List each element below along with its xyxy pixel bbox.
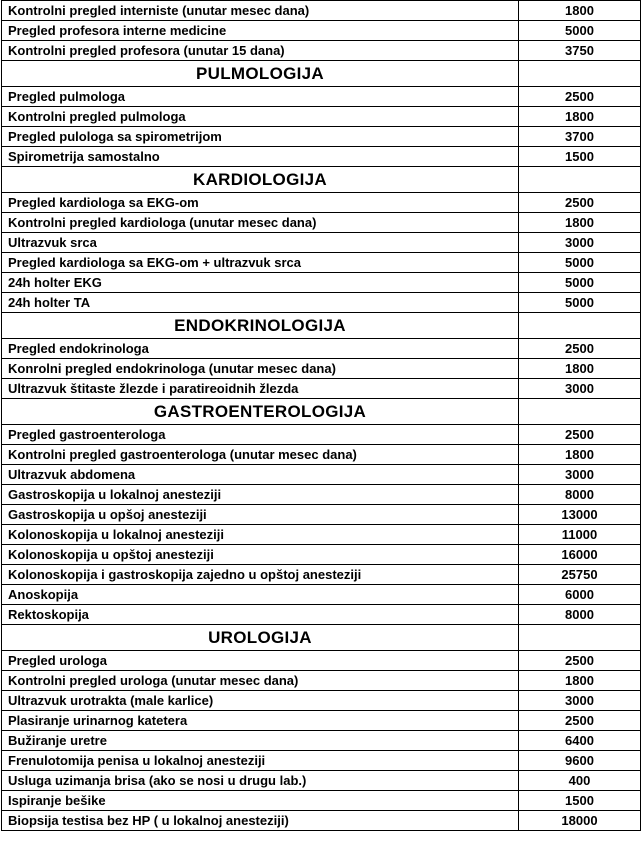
service-price: 2500 <box>519 87 641 107</box>
service-price: 5000 <box>519 21 641 41</box>
section-header-row <box>2 399 641 425</box>
table-row <box>2 545 641 565</box>
table-row <box>2 565 641 585</box>
service-price: 1800 <box>519 213 641 233</box>
table-row <box>2 193 641 213</box>
service-name: Pregled gastroenterologa <box>2 425 519 445</box>
service-price: 1500 <box>519 791 641 811</box>
service-price: 5000 <box>519 293 641 313</box>
service-name: Kontrolni pregled gastroenterologa (unutar mesec dana) <box>2 445 519 465</box>
table-row <box>2 465 641 485</box>
service-name: Ultrazvuk urotrakta (male karlice) <box>2 691 519 711</box>
service-price: 1800 <box>519 107 641 127</box>
section-title: KARDIOLOGIJA <box>2 167 519 193</box>
price-list-table <box>1 0 641 831</box>
service-name: Pregled kardiologa sa EKG-om + ultrazvuk srca <box>2 253 519 273</box>
service-price: 2500 <box>519 711 641 731</box>
service-price: 13000 <box>519 505 641 525</box>
section-header-row <box>2 167 641 193</box>
section-header-row <box>2 625 641 651</box>
section-title: PULMOLOGIJA <box>2 61 519 87</box>
service-price: 8000 <box>519 605 641 625</box>
service-name: Plasiranje urinarnog katetera <box>2 711 519 731</box>
service-name: Frenulotomija penisa u lokalnoj anesteziji <box>2 751 519 771</box>
section-header-price-cell <box>519 167 641 193</box>
section-header-price-cell <box>519 61 641 87</box>
service-name: Biopsija testisa bez HP ( u lokalnoj anesteziji) <box>2 811 519 831</box>
service-price: 11000 <box>519 525 641 545</box>
table-row <box>2 339 641 359</box>
table-row <box>2 711 641 731</box>
service-price: 1800 <box>519 445 641 465</box>
service-name: Kontrolni pregled profesora (unutar 15 dana) <box>2 41 519 61</box>
table-row <box>2 293 641 313</box>
table-row <box>2 107 641 127</box>
table-row <box>2 233 641 253</box>
service-price: 2500 <box>519 193 641 213</box>
service-price: 2500 <box>519 651 641 671</box>
service-name: Gastroskopija u opšoj anesteziji <box>2 505 519 525</box>
service-name: Pregled kardiologa sa EKG-om <box>2 193 519 213</box>
service-price: 25750 <box>519 565 641 585</box>
price-list-body <box>2 1 641 831</box>
service-name: 24h holter EKG <box>2 273 519 293</box>
service-price: 400 <box>519 771 641 791</box>
service-price: 2500 <box>519 339 641 359</box>
service-name: Kontrolni pregled interniste (unutar mesec dana) <box>2 1 519 21</box>
service-name: Spirometrija samostalno <box>2 147 519 167</box>
table-row <box>2 751 641 771</box>
service-name: Gastroskopija u lokalnoj anesteziji <box>2 485 519 505</box>
service-price: 1800 <box>519 671 641 691</box>
table-row <box>2 213 641 233</box>
service-name: Pregled endokrinologa <box>2 339 519 359</box>
service-price: 6400 <box>519 731 641 751</box>
service-name: Kolonoskopija u opštoj anesteziji <box>2 545 519 565</box>
service-price: 1800 <box>519 359 641 379</box>
service-price: 3000 <box>519 379 641 399</box>
service-name: Ultrazvuk abdomena <box>2 465 519 485</box>
table-row <box>2 585 641 605</box>
table-row <box>2 425 641 445</box>
table-row <box>2 691 641 711</box>
service-price: 2500 <box>519 425 641 445</box>
service-name: Pregled profesora interne medicine <box>2 21 519 41</box>
service-price: 6000 <box>519 585 641 605</box>
table-row <box>2 253 641 273</box>
service-name: 24h holter TA <box>2 293 519 313</box>
service-name: Pregled pulologa sa spirometrijom <box>2 127 519 147</box>
table-row <box>2 87 641 107</box>
service-price: 9600 <box>519 751 641 771</box>
service-price: 3750 <box>519 41 641 61</box>
service-price: 16000 <box>519 545 641 565</box>
section-title: UROLOGIJA <box>2 625 519 651</box>
table-row <box>2 791 641 811</box>
service-name: Kontrolni pregled urologa (unutar mesec dana) <box>2 671 519 691</box>
service-name: Kontrolni pregled kardiologa (unutar mesec dana) <box>2 213 519 233</box>
service-name: Usluga uzimanja brisa (ako se nosi u drugu lab.) <box>2 771 519 791</box>
section-header-price-cell <box>519 625 641 651</box>
service-name: Ispiranje bešike <box>2 791 519 811</box>
service-name: Ultrazvuk štitaste žlezde i paratireoidnih žlezda <box>2 379 519 399</box>
table-row <box>2 505 641 525</box>
table-row <box>2 1 641 21</box>
table-row <box>2 771 641 791</box>
section-header-row <box>2 61 641 87</box>
table-row <box>2 671 641 691</box>
service-name: Pregled urologa <box>2 651 519 671</box>
table-row <box>2 273 641 293</box>
section-header-row <box>2 313 641 339</box>
service-price: 5000 <box>519 253 641 273</box>
table-row <box>2 359 641 379</box>
table-row <box>2 147 641 167</box>
table-row <box>2 485 641 505</box>
table-row <box>2 605 641 625</box>
service-name: Kolonoskopija u lokalnoj anesteziji <box>2 525 519 545</box>
table-row <box>2 21 641 41</box>
service-name: Pregled pulmologa <box>2 87 519 107</box>
table-row <box>2 525 641 545</box>
service-price: 3700 <box>519 127 641 147</box>
table-row <box>2 731 641 751</box>
section-header-price-cell <box>519 313 641 339</box>
table-row <box>2 41 641 61</box>
service-name: Anoskopija <box>2 585 519 605</box>
section-title: GASTROENTEROLOGIJA <box>2 399 519 425</box>
table-row <box>2 445 641 465</box>
service-name: Bužiranje uretre <box>2 731 519 751</box>
service-name: Rektoskopija <box>2 605 519 625</box>
service-price: 1500 <box>519 147 641 167</box>
table-row <box>2 379 641 399</box>
service-name: Kontrolni pregled pulmologa <box>2 107 519 127</box>
service-name: Konrolni pregled endokrinologa (unutar mesec dana) <box>2 359 519 379</box>
service-price: 3000 <box>519 465 641 485</box>
table-row <box>2 651 641 671</box>
service-name: Ultrazvuk srca <box>2 233 519 253</box>
service-price: 5000 <box>519 273 641 293</box>
service-price: 3000 <box>519 691 641 711</box>
section-header-price-cell <box>519 399 641 425</box>
service-price: 3000 <box>519 233 641 253</box>
service-price: 8000 <box>519 485 641 505</box>
service-price: 18000 <box>519 811 641 831</box>
section-title: ENDOKRINOLOGIJA <box>2 313 519 339</box>
service-price: 1800 <box>519 1 641 21</box>
table-row <box>2 127 641 147</box>
service-name: Kolonoskopija i gastroskopija zajedno u opštoj anesteziji <box>2 565 519 585</box>
table-row <box>2 811 641 831</box>
